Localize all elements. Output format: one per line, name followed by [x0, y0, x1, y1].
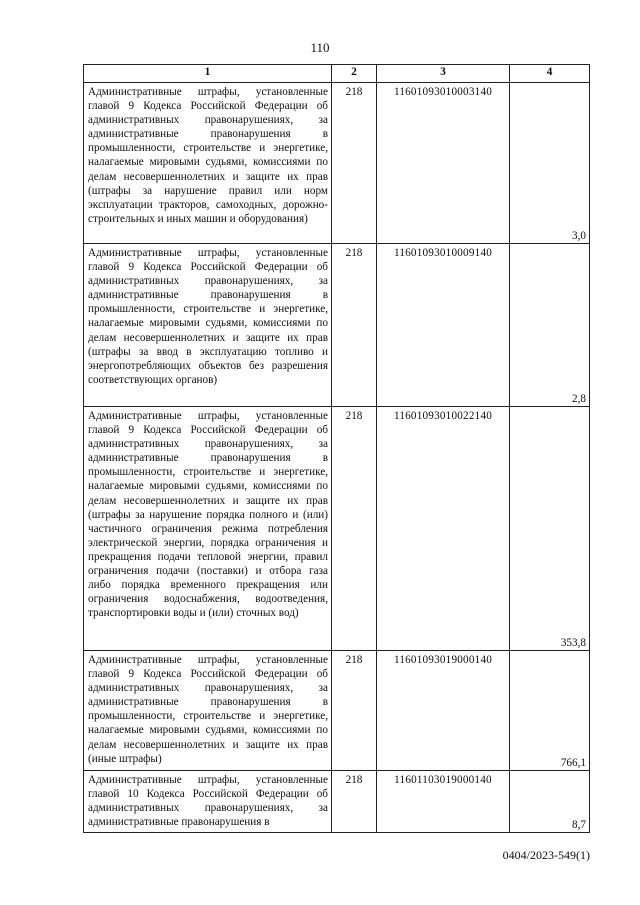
row-budget-code: 11601093019000140: [377, 651, 510, 771]
header-col-3: 3: [377, 65, 510, 83]
row-description: Административные штрафы, установленные главой 10 Кодекса Российской Федерации об административных правонарушениях, за административные правонарушения в: [84, 771, 332, 833]
row-description: Административные штрафы, установленные главой 9 Кодекса Российской Федерации об административных правонарушениях, за административные правонарушения в промышленности, строительстве и энергетике, налагаемые мировыми судьями, комиссиями по делам несовершеннолетних и защите их прав (штрафы за нарушение правил или норм эксплуатации тракторов, самоходных, дорожно-строительных и иных машин и оборудования): [84, 83, 332, 244]
row-budget-code: 11601093010022140: [377, 407, 510, 651]
table-row: [84, 407, 590, 651]
row-admin-code: 218: [332, 651, 377, 771]
row-budget-code: 11601103019000140: [377, 771, 510, 833]
table-header-row: [84, 65, 590, 83]
budget-table: [83, 64, 590, 833]
document-id: 0404/2023-549(1): [502, 848, 590, 862]
table-row: [84, 771, 590, 833]
row-amount: 8,7: [510, 771, 590, 833]
header-col-4: 4: [510, 65, 590, 83]
row-amount: 766,1: [510, 651, 590, 771]
row-budget-code: 11601093010003140: [377, 83, 510, 244]
row-amount: 3,0: [510, 83, 590, 244]
row-admin-code: 218: [332, 244, 377, 407]
page-number: 110: [310, 40, 330, 55]
row-description: Административные штрафы, установленные главой 9 Кодекса Российской Федерации об административных правонарушениях, за административные правонарушения в промышленности, строительстве и энергетике, налагаемые мировыми судьями, комиссиями по делам несовершеннолетних и защите их прав (штрафы за нарушение порядка полного и (или) частичного ограничения режима потребления электрической энергии, порядка ограничения и прекращения подачи тепловой энергии, правил ограничения подачи (поставки) и отбора газа либо порядка временного прекращения или ограничения водоснабжения, водоотведения, транспортировки воды и (или) сточных вод): [84, 407, 332, 651]
row-admin-code: 218: [332, 771, 377, 833]
table-row: [84, 83, 590, 244]
table-row: [84, 651, 590, 771]
row-budget-code: 11601093010009140: [377, 244, 510, 407]
row-description: Административные штрафы, установленные главой 9 Кодекса Российской Федерации об административных правонарушениях, за административные правонарушения в промышленности, строительстве и энергетике, налагаемые мировыми судьями, комиссиями по делам несовершеннолетних и защите их прав (штрафы за ввод в эксплуатацию топливо и энергопотребляющих объектов без разрешения соответствующих органов): [84, 244, 332, 407]
table-row: [84, 244, 590, 407]
row-amount: 353,8: [510, 407, 590, 651]
header-col-2: 2: [332, 65, 377, 83]
row-description: Административные штрафы, установленные главой 9 Кодекса Российской Федерации об административных правонарушениях, за административные правонарушения в промышленности, строительстве и энергетике, налагаемые мировыми судьями, комиссиями по делам несовершеннолетних и защите их прав (иные штрафы): [84, 651, 332, 771]
row-admin-code: 218: [332, 83, 377, 244]
row-amount: 2,8: [510, 244, 590, 407]
row-admin-code: 218: [332, 407, 377, 651]
header-col-1: 1: [84, 65, 332, 83]
